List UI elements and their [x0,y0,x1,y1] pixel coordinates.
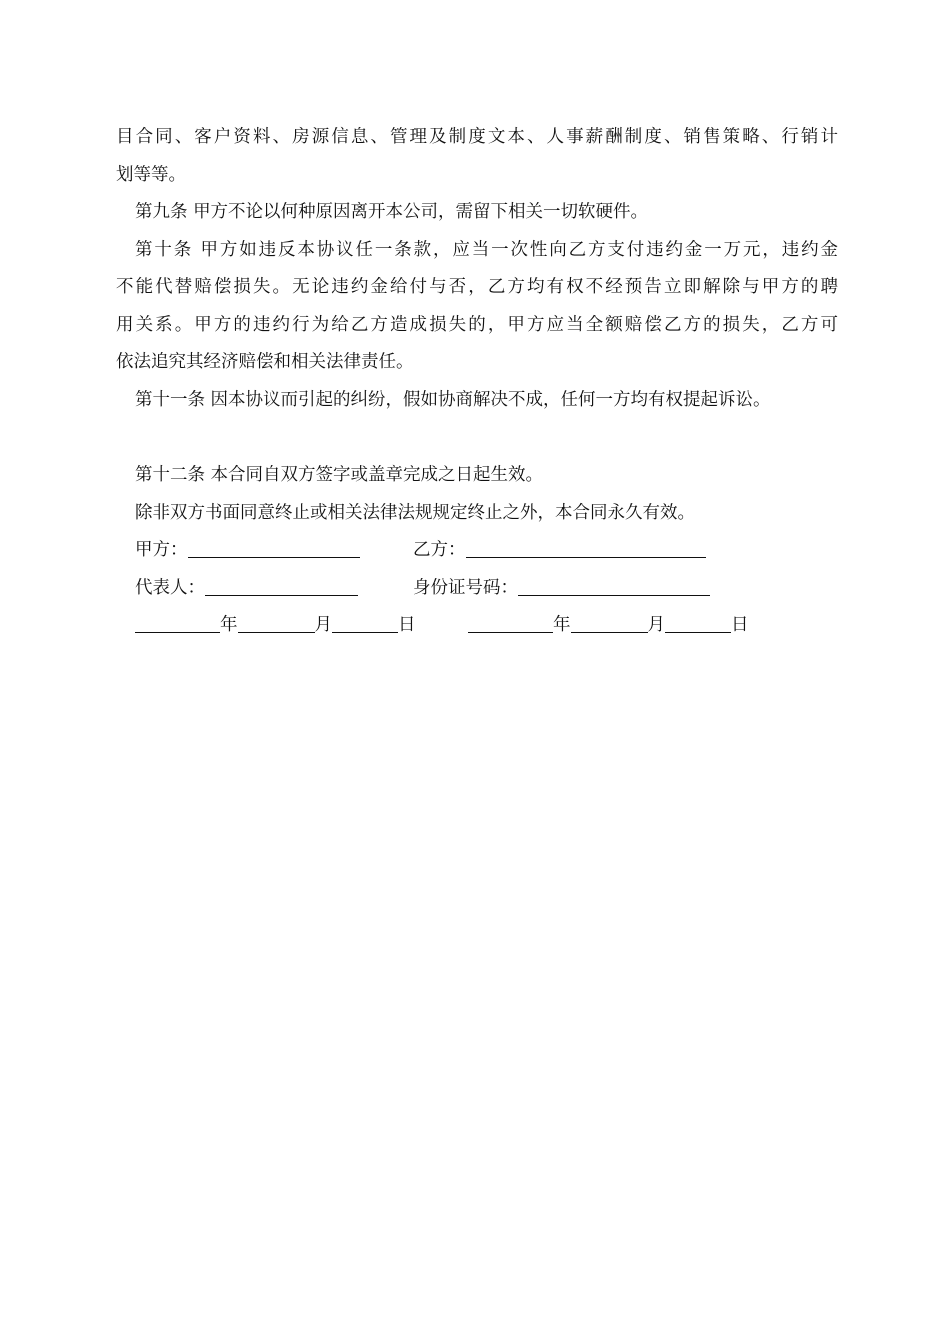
clause-9: 第九条 甲方不论以何种原因离开本公司，需留下相关一切软硬件。 [135,202,649,222]
clause-12: 第十二条 本合同自双方签字或盖章完成之日起生效。 [135,465,544,485]
signature-row-representative [116,570,838,608]
party-a-label: 甲方： [135,540,188,560]
clause-10-line-1: 第十条 甲方如违反本协议任一条款，应当一次性向乙方支付违约金一万元，违约金 [135,239,838,260]
year-char-b: 年 [553,615,571,635]
party-b-label: 乙方： [413,540,466,560]
spacer [116,419,838,457]
signature-row-parties [116,532,838,570]
month-char-b: 月 [647,615,665,635]
party-a-blank[interactable] [188,556,360,558]
party-a-field[interactable] [135,532,360,570]
representative-label: 代表人： [135,577,205,598]
month-blank-a[interactable] [238,631,315,633]
clause-10-line-3: 用关系。甲方的违约行为给乙方造成损失的，甲方应当全额赔偿乙方的损失，乙方可 [116,314,838,335]
id-number-field[interactable] [413,570,710,608]
month-blank-b[interactable] [571,631,648,633]
clause-10-line-2: 不能代替赔偿损失。无论违约金给付与否，乙方均有权不经预告立即解除与甲方的聘 [116,277,838,297]
clause-13: 除非双方书面同意终止或相关法律法规规定终止之外，本合同永久有效。 [135,502,695,523]
contract-page [116,119,838,645]
clause-11: 第十一条 因本协议而引起的纠纷，假如协商解决不成，任何一方均有权提起诉讼。 [135,389,771,410]
month-char-a: 月 [314,615,332,635]
day-blank-a[interactable] [332,631,398,633]
representative-blank[interactable] [205,594,358,596]
year-char-a: 年 [220,615,238,635]
representative-field[interactable] [135,570,358,608]
day-blank-b[interactable] [665,631,731,633]
day-char-b: 日 [731,615,749,635]
day-char-a: 日 [398,615,416,635]
party-b-blank[interactable] [466,556,706,558]
year-blank-b[interactable] [468,631,553,633]
signature-row-dates [116,607,838,645]
party-b-field[interactable] [413,532,706,570]
clause-8-line-2: 划等等。 [116,164,186,185]
date-field-b[interactable] [468,607,749,645]
clause-8-line-1: 目合同、客户资料、房源信息、管理及制度文本、人事薪酬制度、销售策略、行销计 [116,127,838,147]
year-blank-a[interactable] [135,631,220,633]
id-number-blank[interactable] [518,594,710,596]
date-field-a[interactable] [135,607,416,645]
clause-10-line-4: 依法追究其经济赔偿和相关法律责任。 [116,352,414,372]
id-number-label: 身份证号码： [413,577,518,598]
